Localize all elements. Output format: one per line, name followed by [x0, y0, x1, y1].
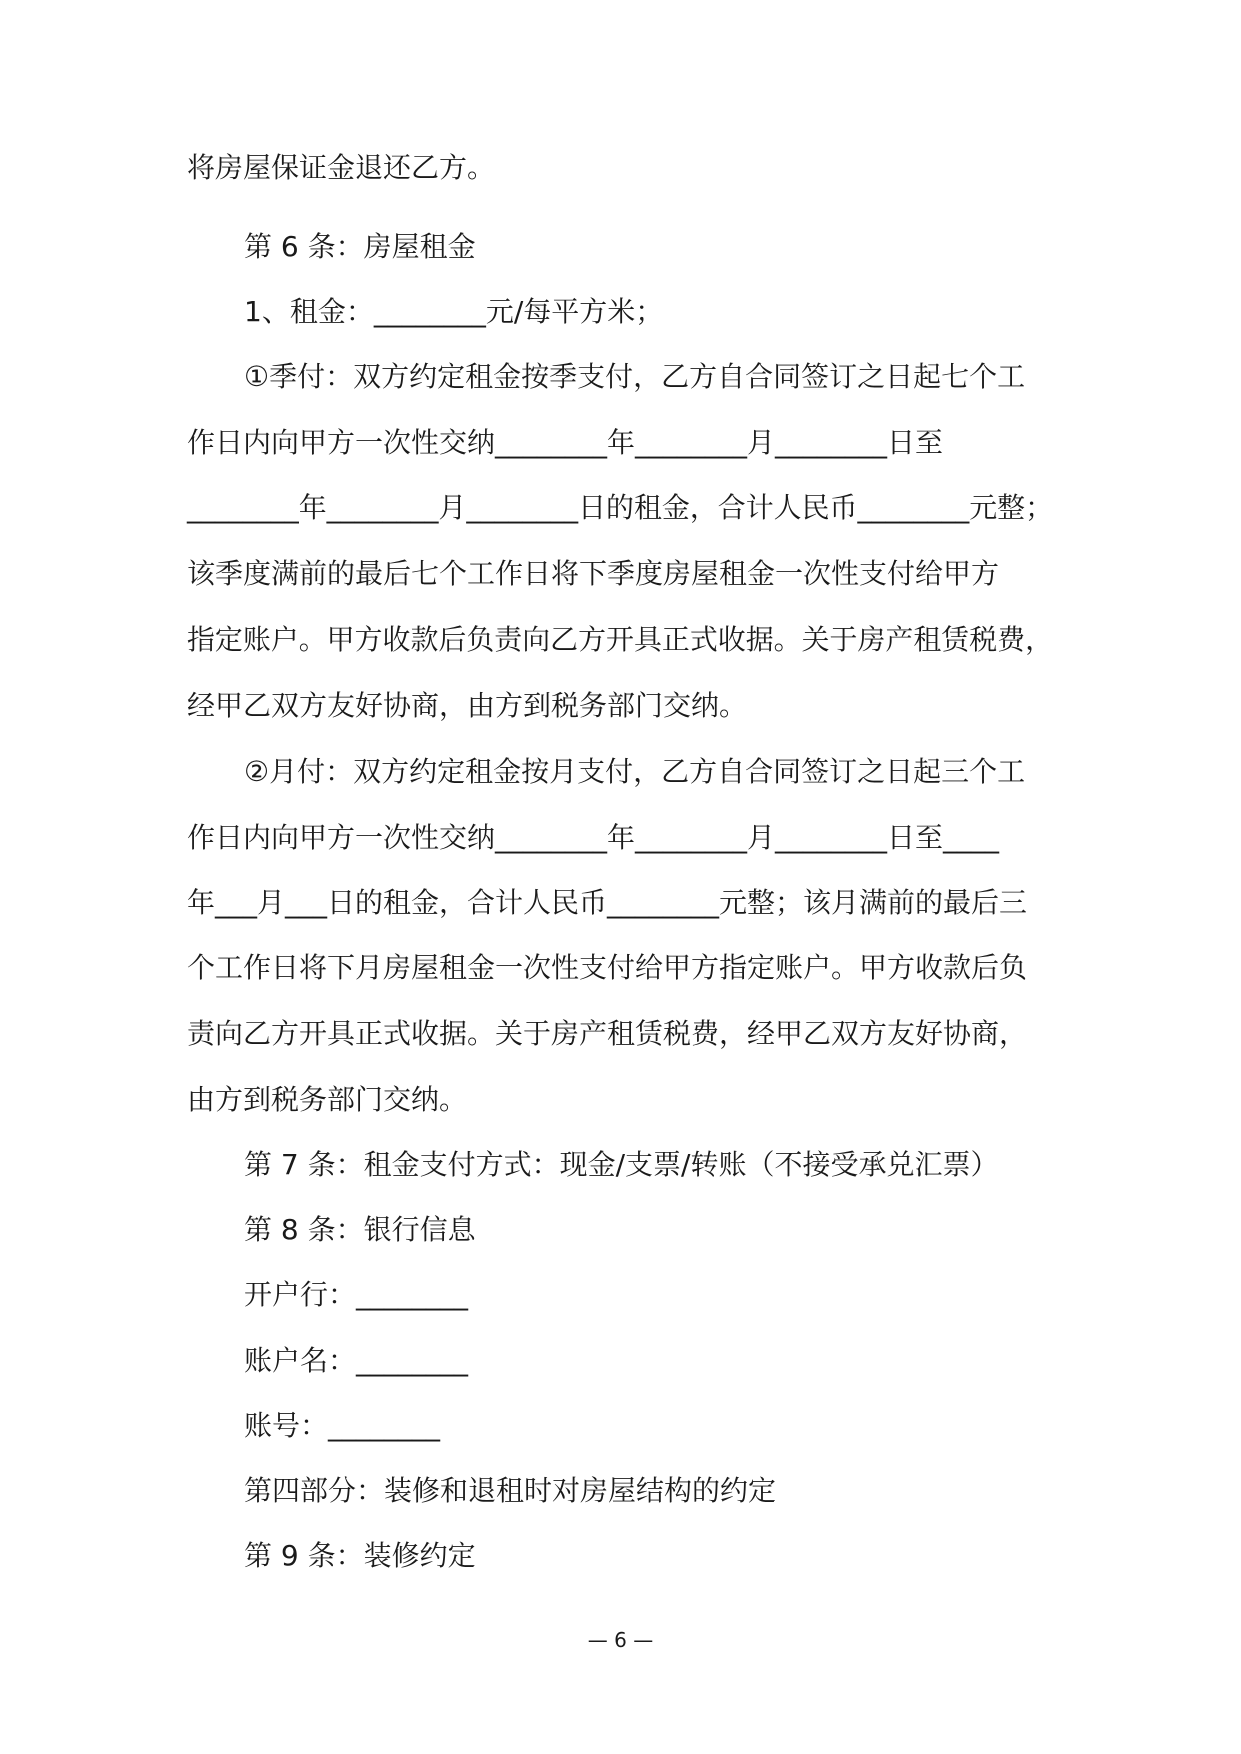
- line-text: 作日内向甲方一次性交纳________年________月________日至: [187, 426, 944, 459]
- line-text: 该季度满前的最后七个工作日将下季度房屋租金一次性支付给甲方: [187, 557, 1000, 590]
- line-text: 开户行：________: [244, 1278, 469, 1311]
- page-number: — 6 —: [587, 1628, 654, 1652]
- line-text: 作日内向甲方一次性交纳________年________月________日至____: [187, 821, 1000, 854]
- line-text: 将房屋保证金退还乙方。: [187, 151, 496, 184]
- line-text: 账号：________: [244, 1409, 441, 1442]
- line-text: 指定账户。甲方收款后负责向乙方开具正式收据。关于房产租赁税费，: [187, 623, 1054, 656]
- line-text: 责向乙方开具正式收据。关于房产租赁税费，经甲乙双方友好协商，: [187, 1017, 1028, 1050]
- line-text: 第 8 条：银行信息: [244, 1213, 476, 1246]
- line-text: 由方到税务部门交纳。: [187, 1083, 468, 1116]
- line-text: 个工作日将下月房屋租金一次性支付给甲方指定账户。甲方收款后负: [187, 951, 1028, 984]
- line-text: ②月付：双方约定租金按月支付，乙方自合同签订之日起三个工: [244, 755, 1026, 788]
- line-text: 1、租金：________元/每平方米；: [244, 295, 664, 328]
- line-text: 账户名：________: [244, 1344, 469, 1377]
- line-text: 第 9 条：装修约定: [244, 1539, 476, 1572]
- line-text: 第 6 条：房屋租金: [244, 230, 476, 263]
- line-text: 经甲乙双方友好协商，由方到税务部门交纳。: [187, 689, 748, 722]
- line-text: 第 7 条：租金支付方式：现金/支票/转账（不接受承兑汇票）: [244, 1148, 999, 1181]
- line-text: 第四部分：装修和退租时对房屋结构的约定: [244, 1474, 777, 1507]
- line-text: ________年________月________日的租金，合计人民币________元整；: [187, 491, 1054, 524]
- line-text: ①季付：双方约定租金按季支付，乙方自合同签订之日起七个工: [244, 360, 1026, 393]
- line-text: 年___月___日的租金，合计人民币________元整；该月满前的最后三: [187, 886, 1028, 919]
